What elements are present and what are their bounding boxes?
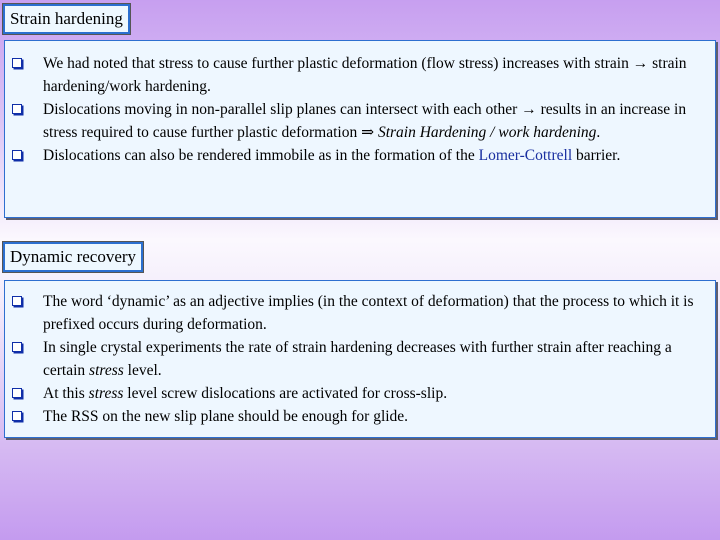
item-text: Dislocations moving in non-parallel slip planes can intersect with each other	[43, 101, 522, 118]
emphasis-text: stress	[89, 362, 124, 379]
section-title-dynamic-recovery: Dynamic recovery	[3, 242, 143, 272]
dynamic-recovery-panel	[4, 280, 716, 438]
list-item	[11, 98, 711, 144]
list-item	[11, 290, 711, 336]
list-item	[11, 405, 711, 428]
hollow-square-bullet-icon	[12, 388, 22, 398]
strain-hardening-list	[11, 52, 711, 167]
section-title-strain-hardening: Strain hardening	[3, 4, 130, 34]
right-arrow-icon: →	[521, 101, 537, 118]
item-text: .	[596, 124, 601, 141]
list-item	[11, 144, 711, 167]
hollow-square-bullet-icon	[12, 150, 22, 160]
list-item	[11, 382, 711, 405]
hollow-square-bullet-icon	[12, 296, 22, 306]
item-text: results in an increase in stress required to cause further plastic deformation	[43, 101, 687, 141]
hollow-square-bullet-icon	[12, 411, 22, 421]
implies-arrow-icon: ⇒	[361, 124, 375, 141]
item-text: level screw dislocations are activated for cross-slip.	[123, 385, 448, 402]
right-arrow-icon: →	[632, 55, 649, 72]
hollow-square-bullet-icon	[12, 104, 22, 114]
list-item	[11, 336, 711, 382]
item-text: In single crystal experiments the rate of strain hardening decreases with further strain after reaching a certain	[43, 339, 672, 379]
item-text: level.	[123, 362, 162, 379]
item-text: At this	[43, 385, 89, 402]
item-text: The RSS on the new slip plane should be enough for glide.	[43, 408, 409, 425]
hollow-square-bullet-icon	[12, 342, 22, 352]
hollow-square-bullet-icon	[12, 58, 22, 68]
item-text: Dislocations can also be rendered immobile as in the formation of the	[43, 147, 479, 164]
item-text: We had noted that stress to cause further plastic deformation (flow stress) increases with strain	[43, 55, 633, 72]
dynamic-recovery-list	[11, 290, 711, 428]
item-text: strain hardening/work hardening.	[43, 55, 687, 95]
lomer-cottrell-link[interactable]: Lomer-Cottrell	[478, 147, 573, 164]
item-text: barrier.	[572, 147, 621, 164]
strain-hardening-panel	[4, 40, 716, 218]
emphasis-text: stress	[88, 385, 124, 402]
list-item	[11, 52, 711, 98]
item-text: The word ‘dynamic’ as an adjective implies (in the context of deformation) that the process to which it is prefixed occurs during deformation.	[43, 293, 694, 333]
emphasis-text: Strain Hardening / work hardening	[377, 124, 597, 141]
